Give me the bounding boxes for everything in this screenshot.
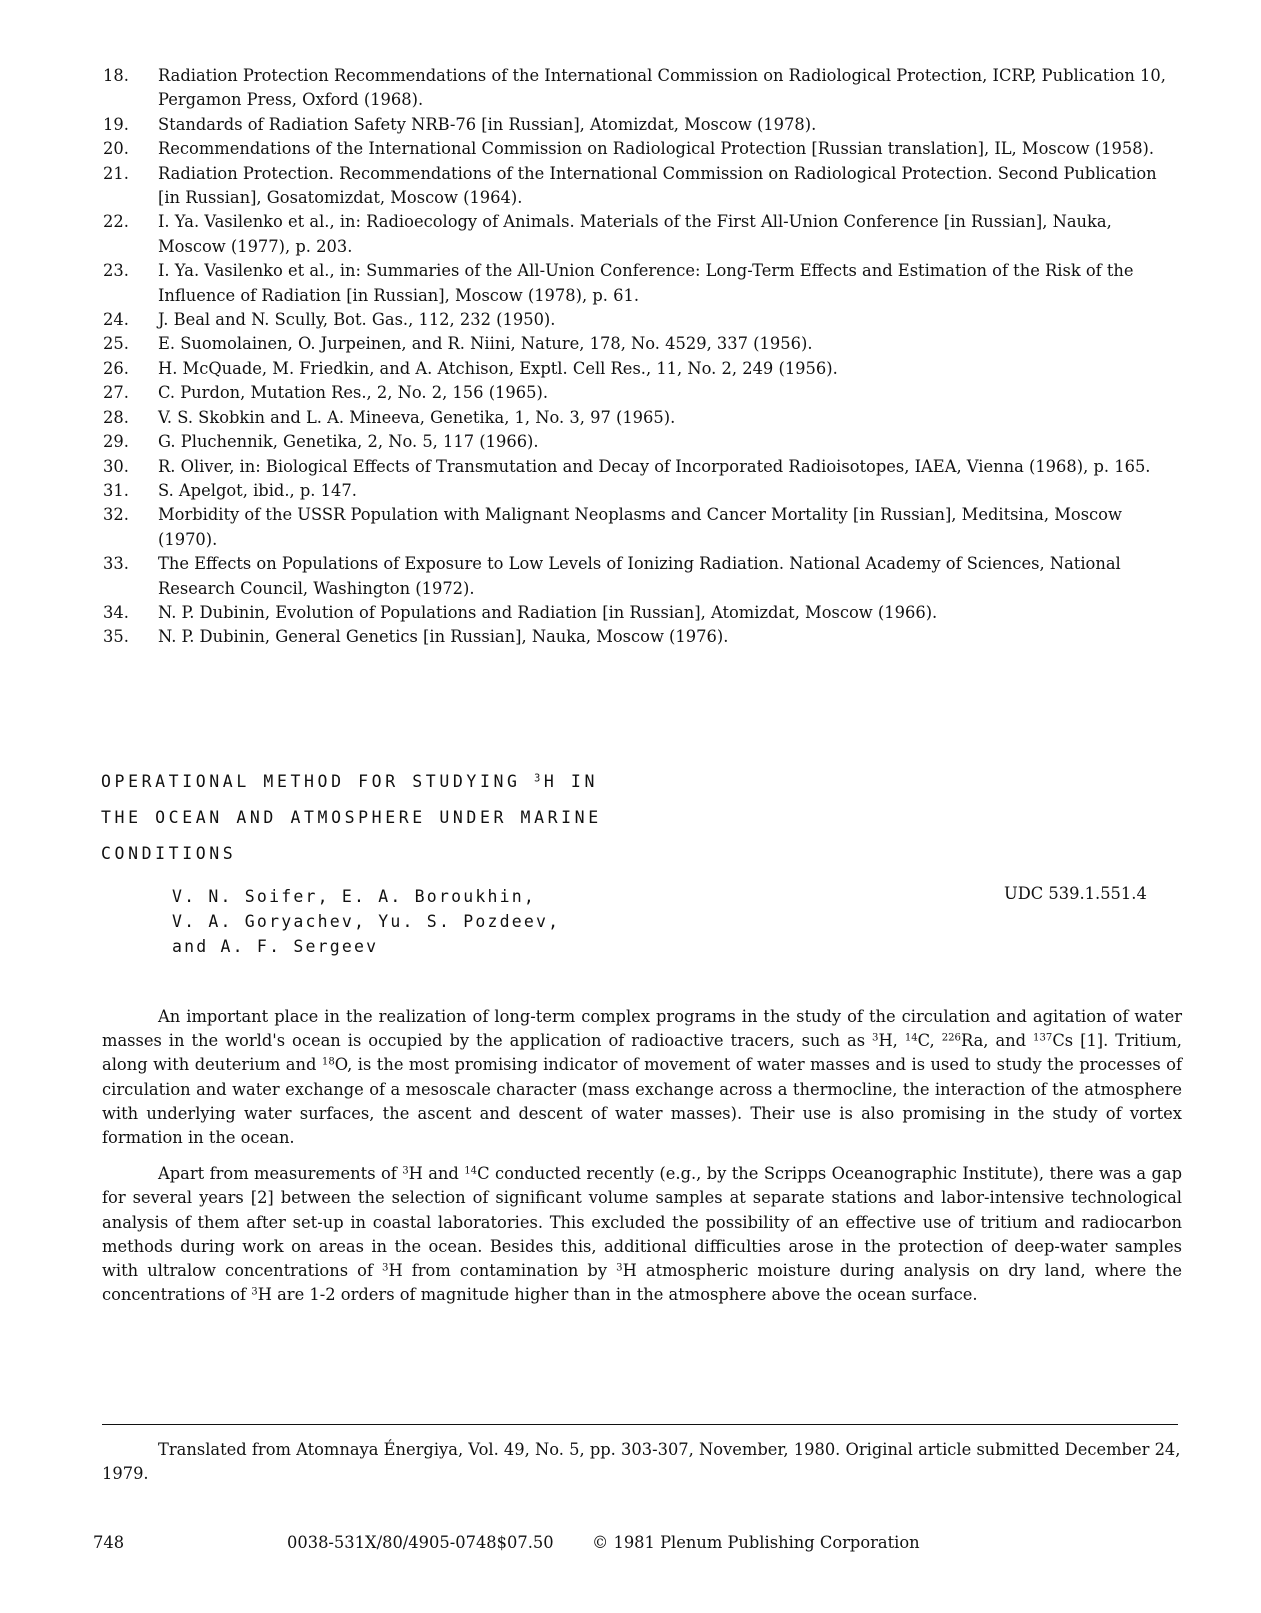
reference-item (103, 357, 1183, 381)
reference-number: 30. (103, 456, 129, 476)
reference-text: R. Oliver, in: Biological Effects of Transmutation and Decay of Incorporated Radioisotopes, IAEA, Vienna (1968), p. 165. (158, 456, 1151, 476)
paragraph: Apart from measurements of $^3$H and $^{14}$C conducted recently (e.g., by the Scripps Oceanographic Institute), there was a gap for several years [2] between the selection of significant volume samples at separate stations and labor-intensive technological analysis of them after set-up in coastal laboratories. This excluded the possibility of an effective use of tritium and radiocarbon methods during work on areas in the ocean. Besides this, additional difficulties arose in the protection of deep-water samples with ultralow concentrations of $^3$H from contamination by $^3$H atmospheric moisture during analysis on dry land, where the concentrations of $^3$H are 1-2 orders of magnitude higher than in the atmosphere above the ocean surface. (102, 1164, 1183, 1305)
page-number: 748 (93, 1533, 125, 1552)
reference-number: 33. (103, 554, 129, 574)
reference-text: I. Ya. Vasilenko et al., in: Summaries of the All-Union Conference: Long-Term Effects and Estimation of the Risk of the Influence of Radiation [in Russian], Moscow (1978), p. 61. (158, 261, 1134, 305)
reference-text: Standards of Radiation Safety NRB-76 [in Russian], Atomizdat, Moscow (1978). (158, 114, 817, 134)
reference-item (103, 64, 1183, 113)
article-body (102, 1005, 1182, 1319)
title-line: CONDITIONS (101, 844, 237, 863)
reference-text: Recommendations of the International Commission on Radiological Protection [Russian translation], IL, Moscow (1958). (158, 139, 1155, 159)
copyright-notice: © 1981 Plenum Publishing Corporation (592, 1533, 920, 1552)
reference-text: Radiation Protection Recommendations of the International Commission on Radiological Protection, ICRP, Publication 10, Pergamon Press, Oxford (1968). (158, 66, 1166, 110)
reference-item (103, 455, 1183, 479)
author-line: and A. F. Sergeev (172, 937, 379, 956)
reference-text: Morbidity of the USSR Population with Malignant Neoplasms and Cancer Mortality [in Russian], Meditsina, Moscow (1970). (158, 505, 1122, 549)
article-title (101, 764, 821, 872)
reference-number: 27. (103, 383, 129, 403)
reference-number: 24. (103, 310, 129, 330)
paragraph: An important place in the realization of long-term complex programs in the study of the circulation and agitation of water masses in the world's ocean is occupied by the application of radioactive tracers, such as $^3$H, $^{14}$C, $^{226}$Ra, and $^{137}$Cs [1]. Tritium, along with deuterium and $^{18}$O, is the most promising indicator of movement of water masses and is used to study the processes of circulation and water exchange of a mesoscale character (mass exchange across a thermocline, the interaction of the atmosphere with underlying water surfaces, the ascent and descent of water masses). Their use is also promising in the study of vortex formation in the ocean. (102, 1007, 1182, 1148)
reference-text: The Effects on Populations of Exposure to Low Levels of Ionizing Radiation. National Academy of Sciences, National Research Council, Washington (1972). (158, 554, 1121, 598)
reference-number: 26. (103, 358, 129, 378)
reference-item (103, 601, 1183, 625)
reference-text: Radiation Protection. Recommendations of the International Commission on Radiological Protection. Second Publication [in Russian], Gosatomizdat, Moscow (1964). (158, 163, 1157, 208)
reference-text: E. Suomolainen, O. Jurpeinen, and R. Niini, Nature, 178, No. 4529, 337 (1956). (158, 334, 813, 354)
reference-text: V. S. Skobkin and L. A. Mineeva, Genetika, 1, No. 3, 97 (1965). (158, 407, 676, 427)
udc-code: UDC 539.1.551.4 (1004, 884, 1147, 903)
reference-number: 25. (103, 334, 129, 354)
reference-item (103, 162, 1183, 211)
reference-text: G. Pluchennik, Genetika, 2, No. 5, 117 (1966). (158, 432, 539, 452)
reference-item (103, 625, 1183, 649)
reference-text: N. P. Dubinin, General Genetics [in Russian], Nauka, Moscow (1976). (158, 627, 729, 647)
title-line: OPERATIONAL METHOD FOR STUDYING $^3$H IN (101, 772, 598, 791)
reference-number: 35. (103, 627, 129, 647)
reference-item (103, 406, 1183, 430)
translation-footnote (102, 1438, 1182, 1486)
reference-item (103, 479, 1183, 503)
reference-number: 29. (103, 432, 129, 452)
reference-number: 18. (103, 66, 129, 85)
reference-list (103, 64, 1183, 650)
author-line: V. N. Soifer, E. A. Boroukhin, (172, 887, 537, 906)
author-line: V. A. Goryachev, Yu. S. Pozdeev, (172, 912, 561, 931)
reference-number: 28. (103, 407, 129, 427)
reference-number: 34. (103, 602, 129, 622)
reference-text: C. Purdon, Mutation Res., 2, No. 2, 156 (1965). (158, 383, 549, 403)
reference-number: 23. (103, 261, 129, 281)
reference-text: J. Beal and N. Scully, Bot. Gas., 112, 232 (1950). (158, 310, 556, 330)
reference-item (103, 503, 1183, 552)
reference-number: 20. (103, 139, 129, 159)
reference-number: 21. (103, 163, 129, 183)
reference-item (103, 430, 1183, 454)
reference-text: N. P. Dubinin, Evolution of Populations and Radiation [in Russian], Atomizdat, Moscow (1966). (158, 602, 938, 622)
reference-number: 19. (103, 114, 129, 134)
reference-number: 32. (103, 505, 129, 525)
reference-text: S. Apelgot, ibid., p. 147. (158, 480, 357, 500)
reference-number: 31. (103, 480, 129, 500)
reference-number: 22. (103, 212, 129, 232)
reference-item (103, 332, 1183, 356)
reference-item (103, 113, 1183, 137)
reference-item (103, 381, 1183, 405)
reference-item (103, 210, 1183, 259)
reference-item (103, 259, 1183, 308)
reference-text: H. McQuade, M. Friedkin, and A. Atchison, Exptl. Cell Res., 11, No. 2, 249 (1956). (158, 358, 838, 378)
reference-item (103, 308, 1183, 332)
footnote-divider (102, 1424, 1178, 1425)
title-line: THE OCEAN AND ATMOSPHERE UNDER MARINE (101, 808, 602, 827)
reference-item (103, 552, 1183, 601)
reference-item (103, 137, 1183, 161)
author-list (172, 884, 692, 959)
article-code: 0038-531X/80/4905-0748$07.50 (287, 1533, 554, 1552)
footnote-text: Translated from Atomnaya Énergiya, Vol. 49, No. 5, pp. 303-307, November, 1980. Original article submitted December 24, 1979. (102, 1440, 1181, 1483)
reference-text: I. Ya. Vasilenko et al., in: Radioecology of Animals. Materials of the First All-Union Conference [in Russian], Nauka, Moscow (1977), p. 203. (158, 212, 1112, 256)
